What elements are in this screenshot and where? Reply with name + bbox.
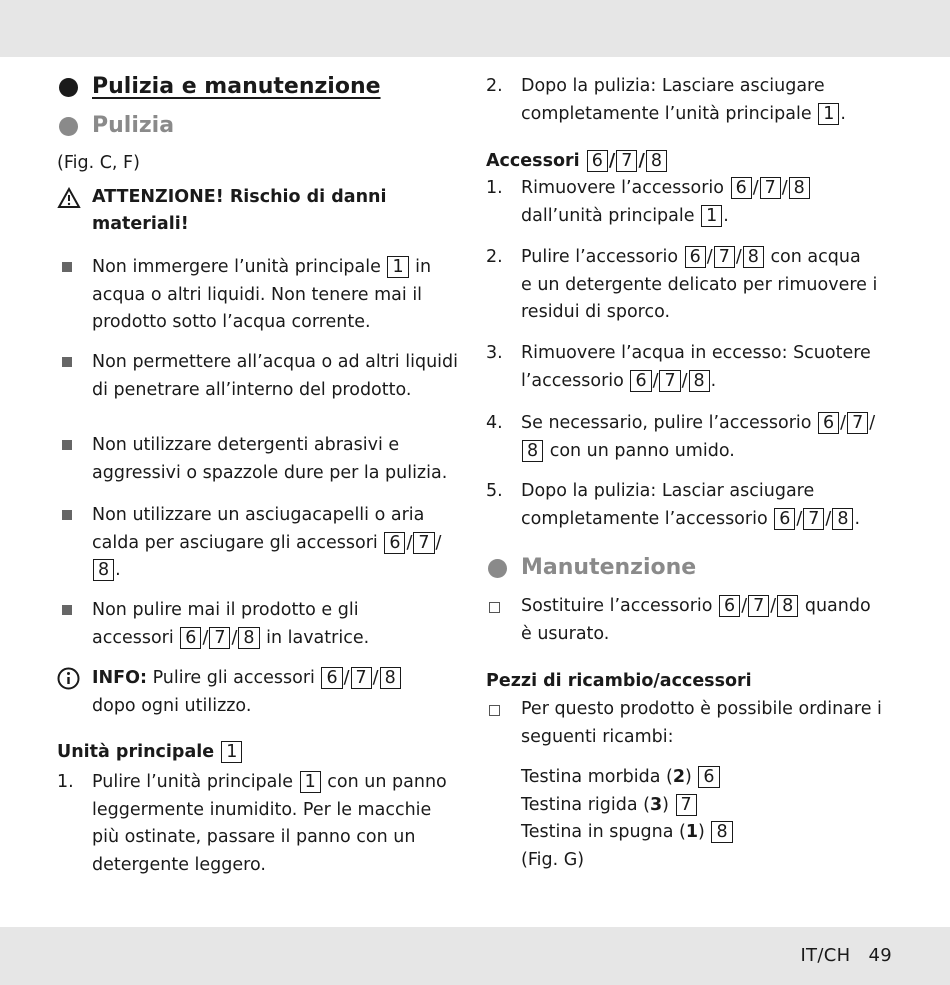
top-bar — [0, 0, 950, 57]
ref-box: 8 — [789, 177, 810, 199]
warning-icon — [57, 187, 81, 209]
ref-box: 6 — [698, 766, 719, 788]
ref-box: 7 — [659, 370, 680, 392]
step-number: 2. — [486, 76, 503, 96]
open-square-bullet-icon — [489, 705, 500, 716]
ref-box: 8 — [522, 440, 543, 462]
spare-parts-heading: Pezzi di ricambio/accessori — [486, 671, 752, 691]
list-item: Non pulire mai il prodotto e gli accessori 6 / 7 / 8 in lavatrice. — [92, 600, 370, 648]
spare-part-line: Testina morbida (2) 6 — [521, 767, 721, 787]
unit-step-2: Dopo la pulizia: Lasciare asciugare completamente l’unità principale 1 . — [521, 76, 846, 124]
ref-box: 1 — [818, 103, 839, 125]
step-number: 1. — [57, 772, 74, 792]
ref-box: 1 — [300, 771, 321, 793]
bullet-dot-icon — [59, 78, 78, 97]
accessory-step: Rimuovere l’acqua in eccesso: Scuotere l’accessorio 6 / 7 / 8 . — [521, 343, 871, 391]
unit-step-1: Pulire l’unità principale 1 con un panno leggermente inumidito. Per le macchie più ostinate, passare il panno con un detergente leggero. — [92, 772, 447, 875]
accessory-step: Dopo la pulizia: Lasciar asciugare completamente l’accessorio 6 / 7 / 8 . — [521, 481, 861, 529]
ref-box: 6 — [587, 150, 608, 172]
accessory-step: Pulire l’accessorio 6 / 7 / 8 con acqua e un detergente delicato per rimuovere i residui di sporco. — [521, 247, 878, 322]
list-item: Non utilizzare un asciugacapelli o aria calda per asciugare gli accessori 6 / 7 / 8 . — [92, 505, 442, 580]
square-bullet-icon — [62, 510, 72, 520]
ref-box: 8 — [646, 150, 667, 172]
warning-line-2: materiali! — [92, 214, 189, 234]
spare-part-line: Testina in spugna (1) 8 — [521, 822, 734, 842]
ref-box: 1 — [221, 741, 242, 763]
accessory-step: Se necessario, pulire l’accessorio 6 / 7 / 8 con un panno umido. — [521, 413, 876, 461]
page-title: Pulizia e manutenzione — [92, 74, 381, 99]
spare-part-line: Testina rigida (3) 7 — [521, 795, 698, 815]
spare-parts-list: Testina morbida (2) 6 Testina rigida (3) 7 Testina in spugna (1) 8 (Fig. G) — [521, 764, 734, 874]
ref-box: 7 — [413, 532, 434, 554]
ref-box: 6 — [685, 246, 706, 268]
ref-box: 1 — [387, 256, 408, 278]
bullet-dot-icon — [488, 559, 507, 578]
page-footer: IT/CH 49 — [800, 945, 892, 966]
ref-box: 8 — [743, 246, 764, 268]
accessories-heading: Accessori 6 / 7 / 8 — [486, 148, 668, 175]
ref-box: 8 — [238, 627, 259, 649]
ref-box: 7 — [760, 177, 781, 199]
ref-box: 8 — [711, 821, 732, 843]
ref-box: 6 — [731, 177, 752, 199]
ref-box: 7 — [676, 794, 697, 816]
square-bullet-icon — [62, 605, 72, 615]
ref-box: 6 — [384, 532, 405, 554]
figure-reference: (Fig. C, F) — [57, 153, 140, 173]
list-item: Sostituire l’accessorio 6 / 7 / 8 quando è usurato. — [521, 596, 871, 644]
ref-box: 7 — [351, 667, 372, 689]
list-item: Non utilizzare detergenti abrasivi e aggressivi o spazzole dure per la pulizia. — [92, 435, 448, 483]
ref-box: 6 — [180, 627, 201, 649]
section-heading-manutenzione: Manutenzione — [521, 555, 697, 580]
ref-box: 7 — [616, 150, 637, 172]
list-item: Non immergere l’unità principale 1 in acqua o altri liquidi. Non tenere mai il prodotto sotto l’acqua corrente. — [92, 257, 432, 332]
ref-box: 8 — [93, 559, 114, 581]
ref-box: 6 — [321, 667, 342, 689]
ref-box: 8 — [832, 508, 853, 530]
info-note: INFO: Pulire gli accessori 6 / 7 / 8 dopo ogni utilizzo. — [92, 665, 402, 720]
ref-box: 8 — [777, 595, 798, 617]
section-heading-pulizia: Pulizia — [92, 113, 175, 138]
info-icon — [57, 667, 80, 690]
ref-box: 8 — [689, 370, 710, 392]
square-bullet-icon — [62, 262, 72, 272]
step-number: 3. — [486, 343, 503, 363]
ref-box: 7 — [803, 508, 824, 530]
warning-line-1: ATTENZIONE! Rischio di danni — [92, 187, 387, 207]
ref-box: 7 — [714, 246, 735, 268]
ref-box: 6 — [630, 370, 651, 392]
ref-box: 7 — [748, 595, 769, 617]
unit-heading: Unità principale 1 — [57, 739, 243, 766]
bullet-dot-icon — [59, 117, 78, 136]
ref-box: 8 — [380, 667, 401, 689]
ref-box: 7 — [847, 412, 868, 434]
ref-box: 6 — [774, 508, 795, 530]
ref-box: 1 — [701, 205, 722, 227]
step-number: 1. — [486, 178, 503, 198]
ref-box: 7 — [209, 627, 230, 649]
step-number: 2. — [486, 247, 503, 267]
accessory-step: Rimuovere l’accessorio 6 / 7 / 8 dall’unità principale 1 . — [521, 175, 811, 230]
step-number: 5. — [486, 481, 503, 501]
list-item: Per questo prodotto è possibile ordinare i seguenti ricambi: — [521, 699, 882, 747]
ref-box: 6 — [719, 595, 740, 617]
square-bullet-icon — [62, 440, 72, 450]
square-bullet-icon — [62, 357, 72, 367]
list-item: Non permettere all’acqua o ad altri liquidi di penetrare all’interno del prodotto. — [92, 352, 458, 400]
step-number: 4. — [486, 413, 503, 433]
open-square-bullet-icon — [489, 602, 500, 613]
ref-box: 6 — [818, 412, 839, 434]
